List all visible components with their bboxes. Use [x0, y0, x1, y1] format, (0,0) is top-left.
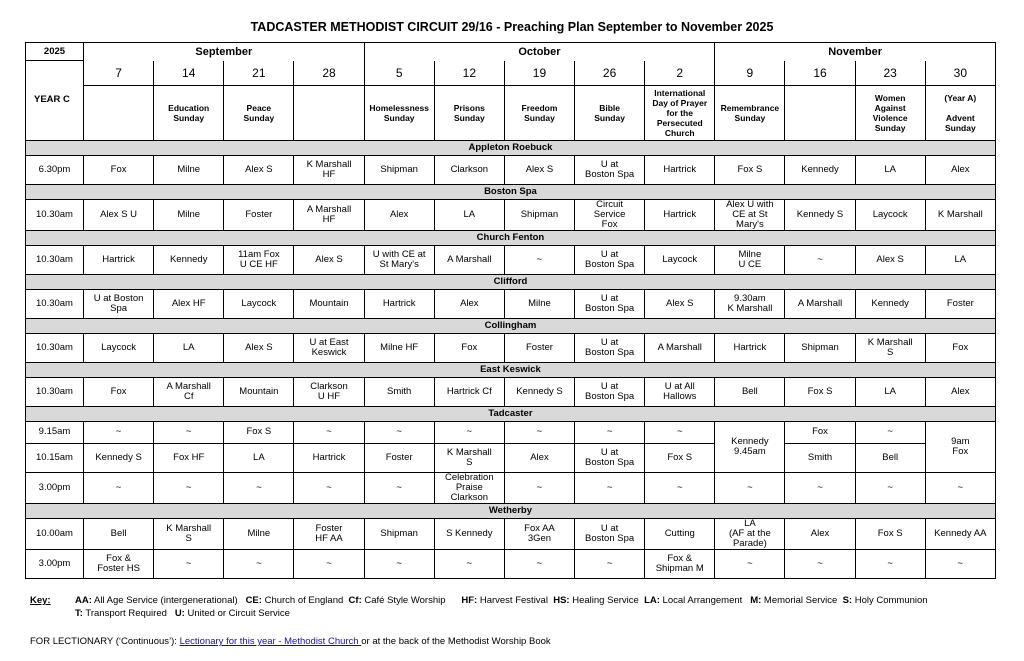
preacher-cell: ~ [84, 421, 154, 443]
key-description: Healing Service [569, 595, 645, 606]
preacher-cell: ~ [645, 421, 715, 443]
preacher-cell: A Marshall [645, 333, 715, 362]
preacher-cell: Alex S [294, 245, 364, 274]
preacher-cell: ~ [504, 549, 574, 578]
preacher-cell: K Marshall S [434, 443, 504, 472]
preacher-cell: ~ [154, 421, 224, 443]
preacher-cell: Kennedy [785, 155, 855, 184]
preacher-cell: K Marshall [925, 199, 995, 230]
preacher-cell: Mountain [224, 377, 294, 406]
preacher-cell: Fox S [785, 377, 855, 406]
preacher-cell: ~ [504, 245, 574, 274]
preacher-cell: Fox & Foster HS [84, 549, 154, 578]
preacher-cell: Milne HF [364, 333, 434, 362]
church-name: East Keswick [26, 362, 996, 377]
service-row [26, 377, 996, 406]
preacher-cell: S Kennedy [434, 518, 504, 549]
church-row [26, 140, 996, 155]
service-row [26, 472, 996, 503]
preacher-cell: Fox S [715, 155, 785, 184]
preacher-cell: ~ [294, 549, 364, 578]
service-time: 10.30am [26, 377, 84, 406]
service-row [26, 421, 996, 443]
key-code: CE: [245, 595, 262, 606]
preacher-cell: Alex S [224, 333, 294, 362]
church-name: Tadcaster [26, 406, 996, 421]
preacher-cell: Fox & Shipman M [645, 549, 715, 578]
service-time: 10.30am [26, 333, 84, 362]
preacher-cell: ~ [294, 421, 364, 443]
preaching-plan-table [25, 42, 996, 579]
key-line-1 [75, 595, 928, 606]
preacher-cell: Shipman [364, 155, 434, 184]
preacher-cell: Alex U with CE at St Mary's [715, 199, 785, 230]
page-title: TADCASTER METHODIST CIRCUIT 29/16 - Preaching Plan September to November 2025 [250, 20, 774, 34]
preacher-cell: Hartrick [715, 333, 785, 362]
preacher-cell: Foster HF AA [294, 518, 364, 549]
service-time: 10.30am [26, 199, 84, 230]
lectionary-suffix: or at the back of the Methodist Worship Book [361, 636, 551, 647]
preacher-cell: ~ [224, 472, 294, 503]
theme-header: Homelessness Sunday [364, 85, 434, 140]
preacher-cell: Fox [84, 155, 154, 184]
date-header: 7 [84, 61, 154, 86]
preacher-cell: ~ [785, 472, 855, 503]
preacher-cell: Hartrick [645, 155, 715, 184]
service-row [26, 333, 996, 362]
date-header: 26 [575, 61, 645, 86]
preacher-cell: ~ [434, 549, 504, 578]
theme-header: Prisons Sunday [434, 85, 504, 140]
date-header: 30 [925, 61, 995, 86]
preacher-cell: Circuit Service Fox [575, 199, 645, 230]
preacher-cell: Alex S [645, 289, 715, 318]
church-name: Appleton Roebuck [26, 140, 996, 155]
preacher-cell: Kennedy S [84, 443, 154, 472]
key-code: U: [174, 608, 185, 619]
preacher-cell: Fox HF [154, 443, 224, 472]
preacher-cell: Hartrick [645, 199, 715, 230]
preacher-cell: ~ [504, 421, 574, 443]
key-code: LA: [644, 595, 660, 606]
preacher-cell: Laycock [84, 333, 154, 362]
church-row [26, 318, 996, 333]
key-description: United or Circuit Service [184, 608, 290, 619]
preacher-cell: Kennedy [154, 245, 224, 274]
preacher-cell: LA (AF at the Parade) [715, 518, 785, 549]
key-code: HF: [461, 595, 478, 606]
date-header-row [26, 61, 996, 86]
preacher-cell: ~ [575, 472, 645, 503]
service-time: 3.00pm [26, 472, 84, 503]
preacher-cell: ~ [224, 549, 294, 578]
theme-header: International Day of Prayer for the Persecuted Church [645, 85, 715, 140]
preacher-cell: Clarkson [434, 155, 504, 184]
lectionary-note [30, 636, 551, 647]
preacher-cell: Alex S [504, 155, 574, 184]
preacher-cell: ~ [434, 421, 504, 443]
preacher-cell: U at Boston Spa [575, 333, 645, 362]
key-code: S: [842, 595, 853, 606]
preacher-cell: ~ [364, 549, 434, 578]
preacher-cell: ~ [715, 549, 785, 578]
church-row [26, 503, 996, 518]
preacher-cell: U at Boston Spa [575, 155, 645, 184]
service-row [26, 518, 996, 549]
preacher-cell: Fox S [855, 518, 925, 549]
key-code: AA: [75, 595, 92, 606]
service-time: 9.15am [26, 421, 84, 443]
preacher-cell: ~ [715, 472, 785, 503]
preacher-cell: Shipman [364, 518, 434, 549]
preacher-cell: A Marshall HF [294, 199, 364, 230]
preacher-cell: Celebration Praise Clarkson [434, 472, 504, 503]
service-time: 10.30am [26, 289, 84, 318]
preacher-cell: A Marshall [785, 289, 855, 318]
preacher-cell: U at Boston Spa [575, 377, 645, 406]
month-header: November [715, 43, 996, 61]
preacher-cell: U at Boston Spa [84, 289, 154, 318]
date-header: 16 [785, 61, 855, 86]
preacher-cell: Alex HF [154, 289, 224, 318]
preacher-cell: Hartrick [294, 443, 364, 472]
service-time: 10.15am [26, 443, 84, 472]
service-row [26, 155, 996, 184]
preacher-cell: Milne [504, 289, 574, 318]
preacher-cell: Clarkson U HF [294, 377, 364, 406]
preacher-cell: Kennedy S [785, 199, 855, 230]
preacher-cell: U at Boston Spa [575, 443, 645, 472]
preacher-cell: Bell [715, 377, 785, 406]
preacher-cell: ~ [925, 472, 995, 503]
church-name: Wetherby [26, 503, 996, 518]
preacher-cell: Fox AA 3Gen [504, 518, 574, 549]
preacher-cell: Kennedy AA [925, 518, 995, 549]
theme-header [785, 85, 855, 140]
preacher-cell: Milne [154, 155, 224, 184]
church-row [26, 362, 996, 377]
church-name: Clifford [26, 274, 996, 289]
preacher-cell: Fox [84, 377, 154, 406]
key-description: Harvest Festival [477, 595, 554, 606]
service-time: 3.00pm [26, 549, 84, 578]
preacher-cell: 9am Fox [925, 421, 995, 472]
key-description: Holy Communion [852, 595, 928, 606]
key-code: Cf: [348, 595, 362, 606]
preacher-cell: LA [925, 245, 995, 274]
church-name: Church Fenton [26, 230, 996, 245]
key-code: M: [750, 595, 762, 606]
date-header: 28 [294, 61, 364, 86]
date-header: 21 [224, 61, 294, 86]
service-time: 10.00am [26, 518, 84, 549]
theme-header: Freedom Sunday [504, 85, 574, 140]
preacher-cell: Hartrick [364, 289, 434, 318]
month-header: October [364, 43, 715, 61]
preacher-cell: A Marshall Cf [154, 377, 224, 406]
preacher-cell: Kennedy 9.45am [715, 421, 785, 472]
preacher-cell: 9.30am K Marshall [715, 289, 785, 318]
preacher-cell: LA [154, 333, 224, 362]
preacher-cell: Shipman [504, 199, 574, 230]
year-label-cell: YEAR C [26, 61, 84, 141]
preacher-cell: Alex S [855, 245, 925, 274]
preacher-cell: K Marshall S [154, 518, 224, 549]
preacher-cell: ~ [154, 549, 224, 578]
theme-header [294, 85, 364, 140]
key-code: HS: [553, 595, 570, 606]
lectionary-link[interactable]: Lectionary for this year - Methodist Church [179, 636, 362, 647]
preacher-cell: Laycock [645, 245, 715, 274]
preacher-cell: Alex S [224, 155, 294, 184]
preacher-cell: U at East Keswick [294, 333, 364, 362]
preacher-cell: U at Boston Spa [575, 518, 645, 549]
key-line-2 [30, 607, 928, 620]
preacher-cell: Alex [434, 289, 504, 318]
key-label: Key: [30, 595, 51, 606]
preacher-cell: Foster [224, 199, 294, 230]
preacher-cell: Alex [364, 199, 434, 230]
church-row [26, 184, 996, 199]
preacher-cell: LA [434, 199, 504, 230]
preacher-cell: K Marshall S [855, 333, 925, 362]
date-header: 5 [364, 61, 434, 86]
preacher-cell: 11am Fox U CE HF [224, 245, 294, 274]
theme-header: Women Against Violence Sunday [855, 85, 925, 140]
preacher-cell: Milne [154, 199, 224, 230]
preacher-cell: Bell [855, 443, 925, 472]
preacher-cell: Mountain [294, 289, 364, 318]
preacher-cell: Kennedy [855, 289, 925, 318]
date-header: 19 [504, 61, 574, 86]
preacher-cell: Foster [504, 333, 574, 362]
theme-header: Education Sunday [154, 85, 224, 140]
theme-header: Peace Sunday [224, 85, 294, 140]
preacher-cell: ~ [855, 549, 925, 578]
key-description: All Age Service (intergenerational) [91, 595, 246, 606]
church-name: Collingham [26, 318, 996, 333]
service-row [26, 549, 996, 578]
preacher-cell: ~ [294, 472, 364, 503]
preacher-cell: ~ [785, 245, 855, 274]
preacher-cell: LA [855, 377, 925, 406]
preacher-cell: U with CE at St Mary's [364, 245, 434, 274]
preacher-cell: Kennedy S [504, 377, 574, 406]
date-header: 12 [434, 61, 504, 86]
preacher-cell: Shipman [785, 333, 855, 362]
preacher-cell: Laycock [855, 199, 925, 230]
preacher-cell: U at Boston Spa [575, 245, 645, 274]
preacher-cell: Hartrick [84, 245, 154, 274]
preacher-cell: Alex S U [84, 199, 154, 230]
service-row [26, 443, 996, 472]
preacher-cell: K Marshall HF [294, 155, 364, 184]
theme-header: Bible Sunday [575, 85, 645, 140]
key-description: Church of England [261, 595, 349, 606]
preacher-cell: Fox [785, 421, 855, 443]
church-row [26, 274, 996, 289]
preacher-cell: ~ [504, 472, 574, 503]
church-row [26, 406, 996, 421]
service-row [26, 245, 996, 274]
preacher-cell: Alex [785, 518, 855, 549]
preacher-cell: Foster [364, 443, 434, 472]
church-name: Boston Spa [26, 184, 996, 199]
preacher-cell: LA [855, 155, 925, 184]
preacher-cell: Alex [925, 377, 995, 406]
preacher-cell: ~ [925, 549, 995, 578]
theme-header [84, 85, 154, 140]
key-description: Memorial Service [761, 595, 843, 606]
lectionary-prefix: FOR LECTIONARY (‘Continuous’): [30, 636, 180, 647]
date-header: 23 [855, 61, 925, 86]
theme-header-row [26, 85, 996, 140]
preacher-cell: Smith [364, 377, 434, 406]
church-row [26, 230, 996, 245]
theme-header: Remembrance Sunday [715, 85, 785, 140]
theme-header: (Year A) Advent Sunday [925, 85, 995, 140]
preacher-cell: A Marshall [434, 245, 504, 274]
preacher-cell: Fox S [224, 421, 294, 443]
month-header: September [84, 43, 365, 61]
key-description: Transport Required [82, 608, 175, 619]
preacher-cell: Bell [84, 518, 154, 549]
service-row [26, 289, 996, 318]
preacher-cell: ~ [855, 421, 925, 443]
preacher-cell: Milne [224, 518, 294, 549]
preacher-cell: U at Boston Spa [575, 289, 645, 318]
key-description: Café Style Worship [361, 595, 462, 606]
service-time: 6.30pm [26, 155, 84, 184]
preacher-cell: Laycock [224, 289, 294, 318]
preacher-cell: Milne U CE [715, 245, 785, 274]
key-code: T: [75, 608, 83, 619]
preacher-cell: Fox S [645, 443, 715, 472]
preacher-cell: ~ [364, 472, 434, 503]
service-row [26, 199, 996, 230]
preacher-cell: Fox [434, 333, 504, 362]
preacher-cell: Smith [785, 443, 855, 472]
preacher-cell: Hartrick Cf [434, 377, 504, 406]
preacher-cell: Fox [925, 333, 995, 362]
preacher-cell: ~ [855, 472, 925, 503]
preacher-cell: ~ [785, 549, 855, 578]
month-header-row [26, 43, 996, 61]
preacher-cell: ~ [575, 549, 645, 578]
preacher-cell: Foster [925, 289, 995, 318]
preacher-cell: Cutting [645, 518, 715, 549]
preacher-cell: ~ [575, 421, 645, 443]
preacher-cell: U at All Hallows [645, 377, 715, 406]
key-description: Local Arrangement [659, 595, 751, 606]
date-header: 14 [154, 61, 224, 86]
preacher-cell: ~ [84, 472, 154, 503]
service-time: 10.30am [26, 245, 84, 274]
preacher-cell: ~ [645, 472, 715, 503]
preacher-cell: ~ [364, 421, 434, 443]
preacher-cell: LA [224, 443, 294, 472]
date-header: 9 [715, 61, 785, 86]
preacher-cell: Alex [504, 443, 574, 472]
key-legend [30, 594, 928, 620]
preacher-cell: ~ [154, 472, 224, 503]
year-cell: 2025 [26, 43, 84, 61]
preacher-cell: Alex [925, 155, 995, 184]
date-header: 2 [645, 61, 715, 86]
